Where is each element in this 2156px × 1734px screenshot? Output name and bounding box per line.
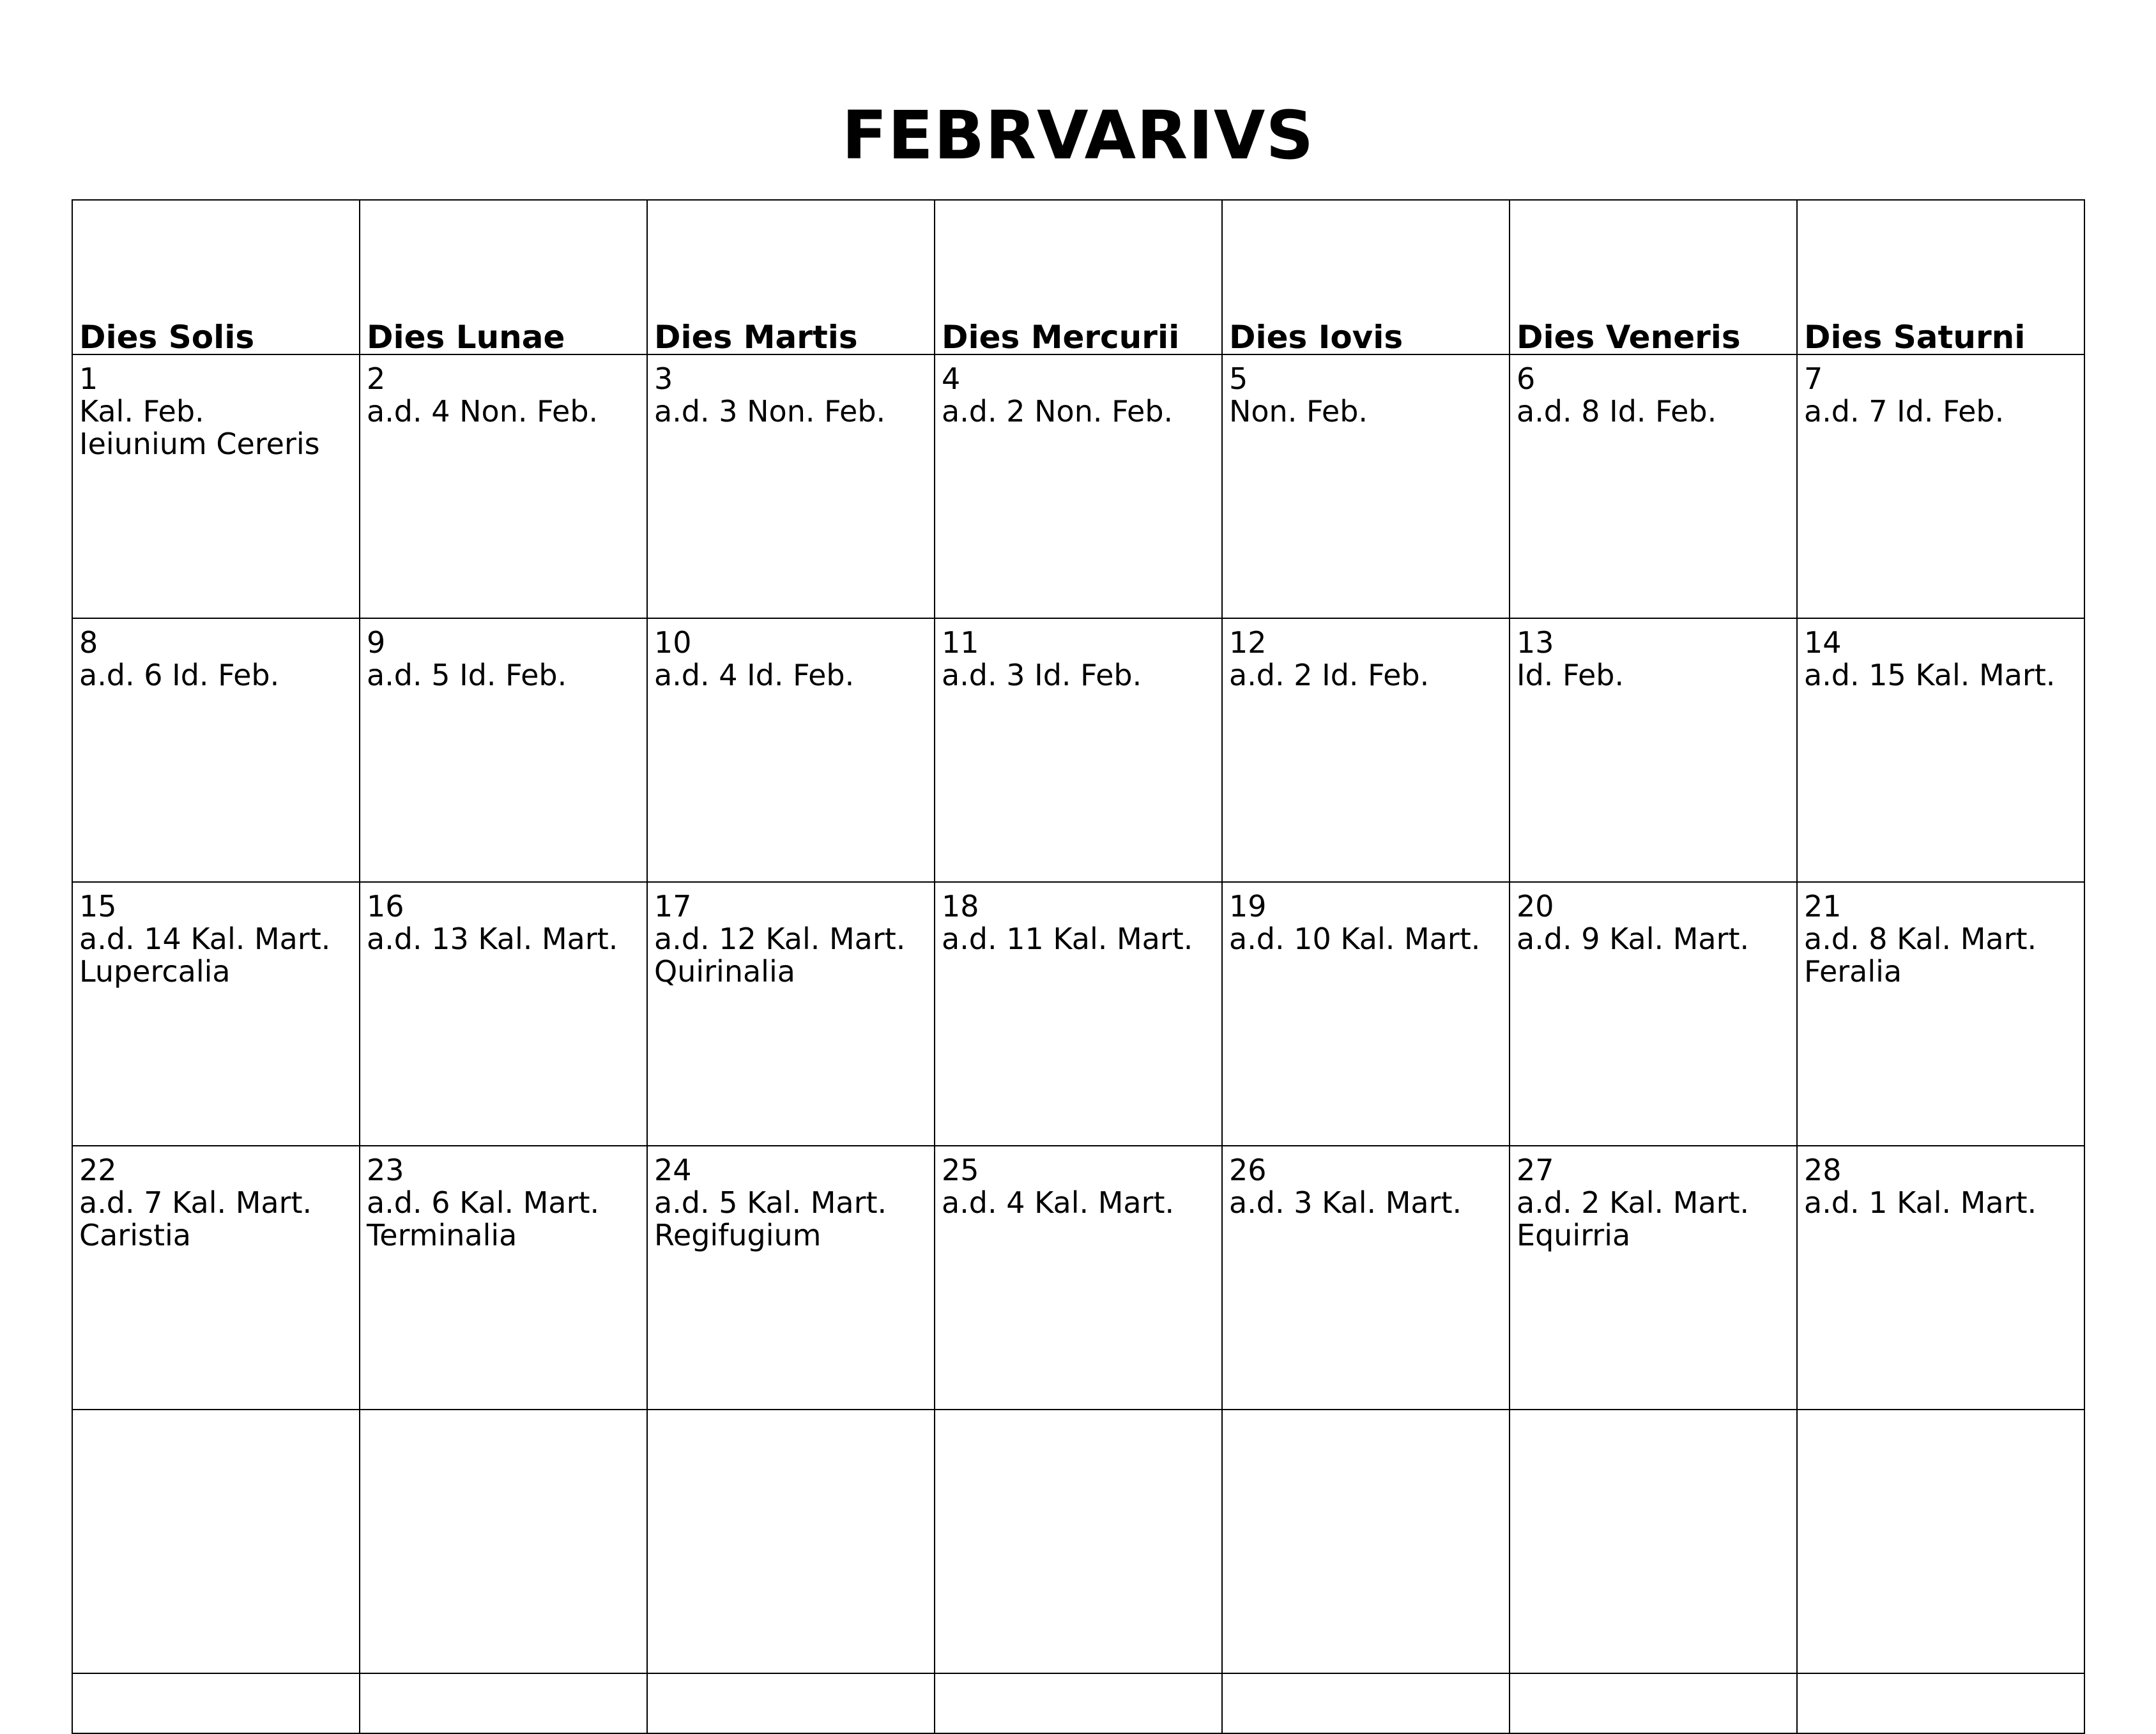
day-number: 26 [1229, 1153, 1267, 1187]
day-cell [935, 618, 1222, 882]
roman-date: a.d. 8 Kal. Mart. [1804, 922, 2037, 956]
day-cell [360, 354, 647, 618]
empty-day-cell [1510, 1410, 1797, 1673]
weekday-header: Dies Solis [72, 200, 360, 354]
roman-date: a.d. 4 Kal. Mart. [942, 1185, 1175, 1220]
roman-date: a.d. 8 Id. Feb. [1517, 394, 1717, 429]
day-number: 21 [1804, 889, 1842, 924]
day-cell [647, 1146, 935, 1410]
roman-date: a.d. 12 Kal. Mart. [654, 922, 906, 956]
festival-name: Caristia [79, 1218, 191, 1252]
day-number: 11 [942, 625, 979, 660]
day-cell [1222, 882, 1510, 1146]
roman-date: a.d. 2 Id. Feb. [1229, 658, 1430, 692]
day-number: 14 [1804, 625, 1842, 660]
day-cell [1510, 1146, 1797, 1410]
day-number: 16 [367, 889, 404, 924]
day-number: 18 [942, 889, 979, 924]
day-number: 19 [1229, 889, 1267, 924]
day-cell [72, 1146, 360, 1410]
day-cell [1797, 618, 2084, 882]
roman-date: a.d. 3 Id. Feb. [942, 658, 1142, 692]
day-number: 13 [1517, 625, 1554, 660]
roman-date: a.d. 11 Kal. Mart. [942, 922, 1193, 956]
day-number: 10 [654, 625, 692, 660]
empty-day-cell [360, 1410, 647, 1673]
roman-date: a.d. 6 Id. Feb. [79, 658, 280, 692]
day-cell [72, 618, 360, 882]
weekday-header: Dies Saturni [1797, 200, 2084, 354]
empty-day-cell [1797, 1410, 2084, 1673]
festival-name: Regifugium [654, 1218, 822, 1252]
empty-day-cell [1510, 1673, 1797, 1733]
day-number: 9 [367, 625, 386, 660]
day-number: 12 [1229, 625, 1267, 660]
day-number: 15 [79, 889, 117, 924]
day-cell [1797, 882, 2084, 1146]
weekday-header: Dies Iovis [1222, 200, 1510, 354]
day-cell [1222, 618, 1510, 882]
day-cell [935, 354, 1222, 618]
empty-day-cell [1797, 1673, 2084, 1733]
page-title: FEBRVARIVS [841, 96, 1315, 174]
empty-day-cell [72, 1410, 360, 1673]
roman-date: a.d. 9 Kal. Mart. [1517, 922, 1750, 956]
empty-day-cell [72, 1673, 360, 1733]
festival-name: Equirria [1517, 1218, 1631, 1252]
roman-date: a.d. 1 Kal. Mart. [1804, 1185, 2037, 1220]
day-cell [72, 354, 360, 618]
day-number: 20 [1517, 889, 1554, 924]
week-row [72, 882, 2084, 1146]
day-number: 1 [79, 361, 98, 396]
day-cell [1510, 354, 1797, 618]
day-number: 27 [1517, 1153, 1554, 1187]
day-cell [360, 1146, 647, 1410]
festival-name: Lupercalia [79, 954, 231, 989]
day-cell [1797, 354, 2084, 618]
empty-day-cell [647, 1410, 935, 1673]
day-cell [1222, 354, 1510, 618]
festival-name: Feralia [1804, 954, 1902, 989]
day-cell [647, 618, 935, 882]
empty-day-cell [1222, 1410, 1510, 1673]
day-cell [360, 882, 647, 1146]
week-row-empty [72, 1673, 2084, 1733]
weekday-header: Dies Mercurii [935, 200, 1222, 354]
roman-date: a.d. 6 Kal. Mart. [367, 1185, 600, 1220]
week-row [72, 618, 2084, 882]
roman-date: a.d. 4 Non. Feb. [367, 394, 599, 429]
roman-date: a.d. 14 Kal. Mart. [79, 922, 331, 956]
festival-name: Ieiunium Cereris [79, 427, 320, 461]
day-cell [360, 618, 647, 882]
roman-date: a.d. 13 Kal. Mart. [367, 922, 618, 956]
day-number: 17 [654, 889, 692, 924]
day-cell [1510, 618, 1797, 882]
day-cell [1222, 1146, 1510, 1410]
day-number: 4 [942, 361, 961, 396]
roman-date: a.d. 15 Kal. Mart. [1804, 658, 2056, 692]
festival-name: Terminalia [367, 1218, 517, 1252]
week-row [72, 1146, 2084, 1410]
empty-day-cell [935, 1673, 1222, 1733]
day-number: 24 [654, 1153, 692, 1187]
roman-date: a.d. 3 Non. Feb. [654, 394, 886, 429]
empty-day-cell [647, 1673, 935, 1733]
day-number: 7 [1804, 361, 1823, 396]
weekday-header: Dies Martis [647, 200, 935, 354]
roman-date: a.d. 7 Id. Feb. [1804, 394, 2005, 429]
weekday-header: Dies Veneris [1510, 200, 1797, 354]
day-number: 2 [367, 361, 386, 396]
day-number: 8 [79, 625, 98, 660]
day-number: 6 [1517, 361, 1536, 396]
day-number: 3 [654, 361, 673, 396]
day-number: 22 [79, 1153, 117, 1187]
day-cell [1797, 1146, 2084, 1410]
roman-date: a.d. 4 Id. Feb. [654, 658, 855, 692]
roman-date: a.d. 2 Kal. Mart. [1517, 1185, 1750, 1220]
day-number: 5 [1229, 361, 1248, 396]
roman-date: a.d. 5 Id. Feb. [367, 658, 567, 692]
week-row-empty [72, 1410, 2084, 1673]
empty-day-cell [1222, 1673, 1510, 1733]
day-number: 28 [1804, 1153, 1842, 1187]
roman-date: Id. Feb. [1517, 658, 1625, 692]
roman-date: a.d. 10 Kal. Mart. [1229, 922, 1481, 956]
weekday-header-row [72, 200, 2084, 354]
day-cell [72, 882, 360, 1146]
roman-date: Kal. Feb. [79, 394, 204, 429]
day-cell [647, 354, 935, 618]
roman-date: Non. Feb. [1229, 394, 1368, 429]
weekday-header: Dies Lunae [360, 200, 647, 354]
day-cell [647, 882, 935, 1146]
day-cell [935, 1146, 1222, 1410]
roman-date: a.d. 3 Kal. Mart. [1229, 1185, 1462, 1220]
roman-date: a.d. 5 Kal. Mart. [654, 1185, 887, 1220]
day-cell [1510, 882, 1797, 1146]
day-number: 23 [367, 1153, 404, 1187]
week-row [72, 354, 2084, 618]
calendar-table [72, 199, 2085, 1734]
festival-name: Quirinalia [654, 954, 795, 989]
roman-date: a.d. 2 Non. Feb. [942, 394, 1174, 429]
empty-day-cell [360, 1673, 647, 1733]
roman-date: a.d. 7 Kal. Mart. [79, 1185, 312, 1220]
empty-day-cell [935, 1410, 1222, 1673]
day-number: 25 [942, 1153, 979, 1187]
day-cell [935, 882, 1222, 1146]
